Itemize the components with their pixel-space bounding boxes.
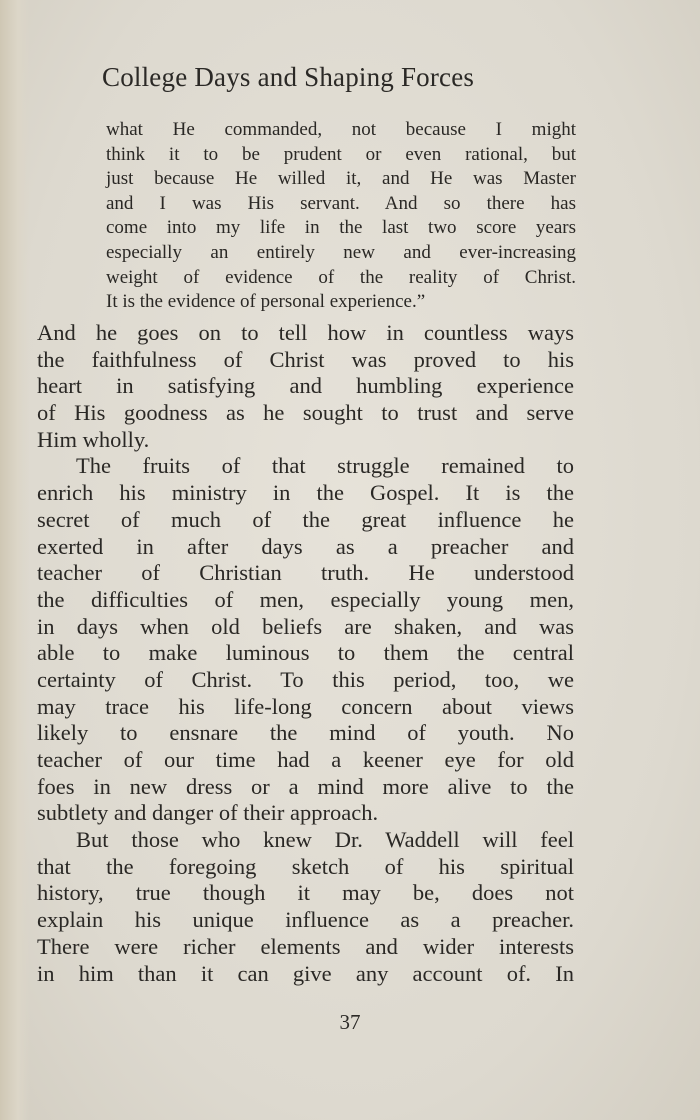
text-line: teacher of our time had a keener eye for old xyxy=(37,747,574,772)
text-line: in him than it can give any account of. In xyxy=(37,960,574,986)
text-line: subtlety and danger of their approach. xyxy=(37,800,379,826)
page-number: 37 xyxy=(339,1010,361,1034)
text-line: exerted in after days as a preacher and xyxy=(37,533,574,559)
quote-line: just because He willed it, and He was Master xyxy=(106,168,576,190)
text-line: Him wholly. xyxy=(37,426,150,452)
quote-line: especially an entirely new and ever-increasing xyxy=(106,241,576,263)
text-line: The fruits of that struggle remained to xyxy=(76,453,574,479)
text-line: There were richer elements and wider interests xyxy=(37,933,574,959)
text-line: history, true though it may be, does not xyxy=(37,880,574,906)
text-line: teacher of Christian truth. He understood xyxy=(37,560,574,586)
text-line: may trace his life-long concern about views xyxy=(37,693,574,719)
text-line: likely to ensnare the mind of youth. No xyxy=(37,720,574,746)
text-line: secret of much of the great influence he xyxy=(37,506,574,532)
text-line: enrich his ministry in the Gospel. It is the xyxy=(37,480,574,506)
text-line: explain his unique influence as a preacher. xyxy=(37,907,574,933)
quote-line: think it to be prudent or even rational, but xyxy=(106,143,576,165)
text-line: the difficulties of men, especially young men, xyxy=(37,586,574,612)
text-line: But those who knew Dr. Waddell will feel xyxy=(76,827,574,853)
quote-line: and I was His servant. And so there has xyxy=(106,192,576,214)
page-edge-shadow xyxy=(0,0,30,1120)
text-line: And he goes on to tell how in countless ways xyxy=(37,320,574,345)
text-line: able to make luminous to them the central xyxy=(37,640,574,666)
quote-line: It is the evidence of personal experience.” xyxy=(106,291,426,313)
quote-line: what He commanded, not because I might xyxy=(106,119,576,140)
text-line: foes in new dress or a mind more alive to the xyxy=(37,773,574,799)
text-line: in days when old beliefs are shaken, and was xyxy=(37,613,574,639)
quote-line: come into my life in the last two score years xyxy=(106,217,576,239)
running-head: College Days and Shaping Forces xyxy=(102,62,475,92)
text-line: certainty of Christ. To this period, too, we xyxy=(37,666,574,692)
text-line: the faithfulness of Christ was proved to his xyxy=(37,346,574,372)
block-quote xyxy=(106,118,576,315)
body-text xyxy=(37,320,574,987)
quote-line: weight of evidence of the reality of Christ. xyxy=(106,266,576,288)
text-line: of His goodness as he sought to trust and serve xyxy=(37,400,574,426)
text-line: heart in satisfying and humbling experience xyxy=(37,373,574,399)
text-line: that the foregoing sketch of his spiritual xyxy=(37,853,574,879)
